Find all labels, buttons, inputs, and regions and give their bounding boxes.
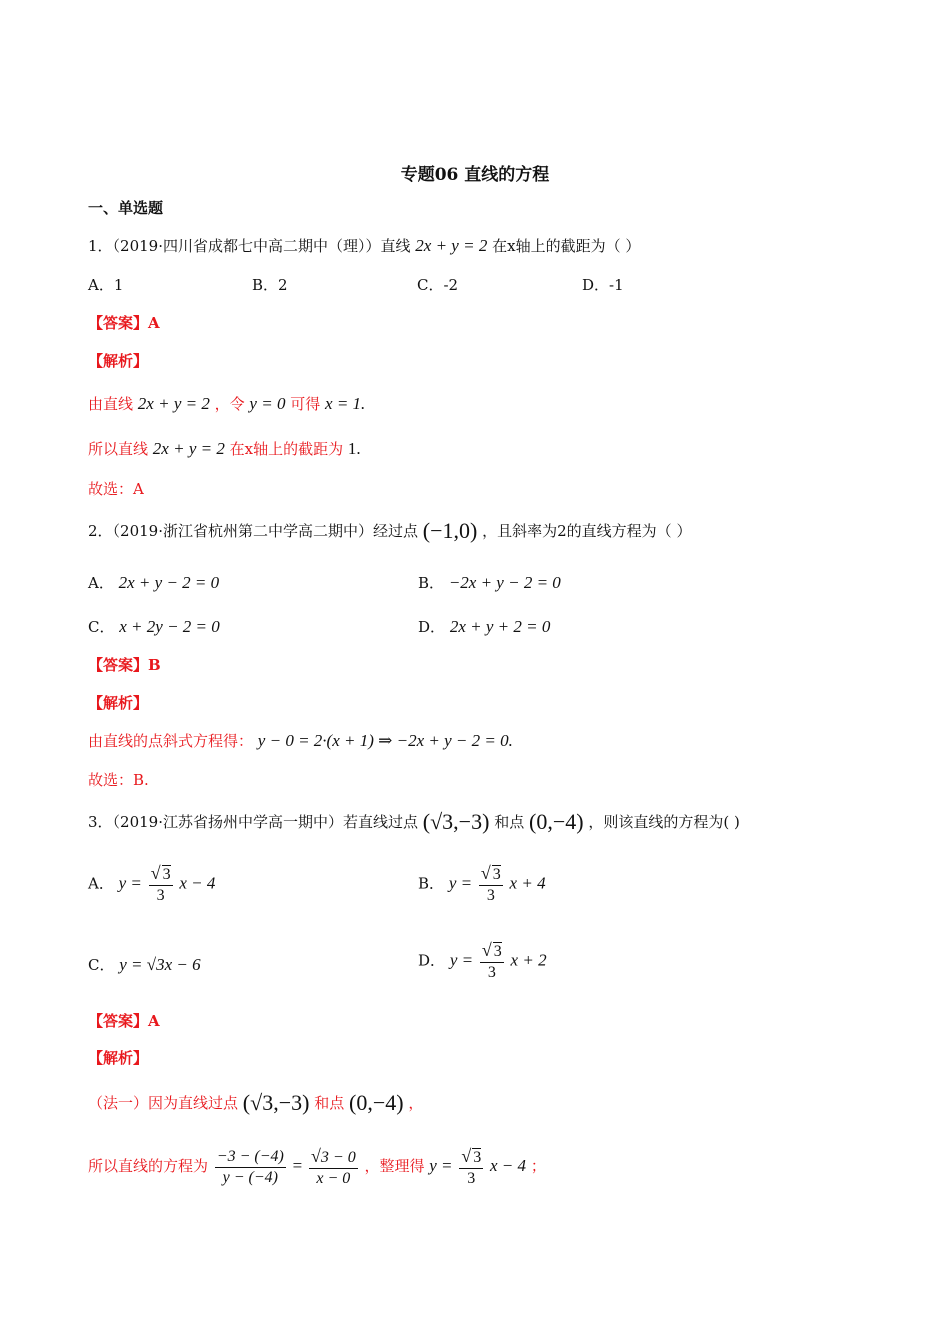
q3-sol2-end: ； bbox=[530, 1157, 546, 1175]
q3-sol2-mid: ，整理得 bbox=[364, 1157, 425, 1175]
q3-option-b-lhs: y = bbox=[448, 873, 473, 893]
q3-sol2-res-lhs: y = bbox=[429, 1156, 453, 1175]
q2-stem-point: (−1,0) bbox=[422, 518, 478, 543]
q2-option-a-label: A． bbox=[88, 574, 114, 592]
q3-option-a-rest: x − 4 bbox=[179, 873, 216, 893]
q2-option-c-math: x + 2y − 2 = 0 bbox=[119, 617, 220, 636]
q3-option-d-label: D． bbox=[418, 951, 446, 970]
q3-option-a-lhs: y = bbox=[118, 873, 142, 893]
q1-stem-math: 2x + y = 2 bbox=[415, 236, 488, 255]
q1-sol1-prefix: 由直线 bbox=[88, 395, 134, 413]
q3-sol2-result-fraction: $\frac{√ 3}{3}$ bbox=[461, 1145, 482, 1187]
question-3-stem bbox=[88, 811, 740, 833]
q2-option-c-label: C． bbox=[88, 618, 115, 636]
page-title: 专题06 直线的方程 bbox=[400, 165, 550, 185]
q3-option-d bbox=[418, 940, 547, 983]
q3-option-c-math: y = √3x − 6 bbox=[119, 955, 201, 974]
q3-option-b bbox=[418, 863, 546, 906]
q1-choose: 故选：A bbox=[88, 480, 144, 498]
q3-sol2-prefix: 所以直线的方程为 bbox=[88, 1157, 209, 1175]
q3-sol2-f1-num: −3 − (−4) bbox=[215, 1147, 286, 1168]
q3-sol2-res-num: 3 bbox=[473, 1148, 482, 1166]
q3-option-a-fraction: $\frac{√ 3}{3}$ bbox=[150, 863, 171, 904]
q2-stem-prefix: 2．（2019·浙江省杭州第二中学高二期中）经过点 bbox=[88, 522, 418, 540]
q3-sol1-prefix: （法一）因为直线过点 bbox=[88, 1094, 239, 1112]
question-1-stem bbox=[88, 235, 640, 257]
q1-answer: 【答案】A bbox=[88, 314, 160, 332]
q1-sol1-mid: ，令 bbox=[214, 395, 245, 413]
q3-option-d-lhs: y = bbox=[449, 950, 474, 970]
q3-stem-point1: (√3,−3) bbox=[422, 809, 490, 834]
q2-sol-math: y − 0 = 2·(x + 1) ⇒ −2x + y − 2 = 0. bbox=[257, 731, 513, 750]
q3-option-b-den: 3 bbox=[486, 887, 495, 904]
q3-sol1-suffix: ， bbox=[408, 1094, 424, 1112]
q1-option-a: A．1 bbox=[88, 276, 124, 294]
q1-stem-suffix: 在x轴上的截距为（ ） bbox=[492, 237, 641, 255]
q2-option-d-label: D． bbox=[418, 618, 446, 636]
q3-sol1-point1: (√3,−3) bbox=[242, 1090, 310, 1115]
q3-option-d-rest: x + 2 bbox=[510, 950, 547, 970]
q3-option-a-label: A． bbox=[88, 874, 114, 893]
q3-option-b-rest: x + 4 bbox=[509, 873, 546, 893]
q3-sol2-f2-den: x − 0 bbox=[316, 1169, 351, 1187]
q3-stem-point2: (0,−4) bbox=[529, 809, 584, 834]
q1-sol1-math2: y = 0 bbox=[249, 394, 286, 413]
q3-solution-line-2 bbox=[88, 1142, 546, 1190]
q3-stem-prefix: 3．（2019·江苏省扬州中学高一期中）若直线过点 bbox=[88, 813, 418, 831]
q1-sol2-math2: 1. bbox=[347, 439, 361, 458]
q3-sol2-res-rest: x − 4 bbox=[490, 1156, 527, 1175]
q2-option-b-math: −2x + y − 2 = 0 bbox=[448, 573, 561, 592]
q3-stem-mid: 和点 bbox=[494, 813, 525, 831]
q3-option-b-num: 3 bbox=[492, 866, 501, 883]
q3-option-c-label: C． bbox=[88, 956, 115, 974]
q2-option-b bbox=[418, 571, 561, 595]
q1-solution-line-2 bbox=[88, 438, 361, 460]
q1-solution-line-1 bbox=[88, 393, 365, 415]
q3-option-c bbox=[88, 953, 201, 977]
q3-option-a-den: 3 bbox=[156, 887, 165, 904]
q2-option-b-label: B． bbox=[418, 574, 445, 592]
q3-sol2-f1-den: y − (−4) bbox=[222, 1168, 278, 1186]
q2-option-a bbox=[88, 571, 219, 595]
q2-stem-suffix: ，且斜率为2的直线方程为（ ） bbox=[482, 522, 692, 540]
q2-solution-line bbox=[88, 730, 513, 752]
q1-sol1-math3: x = 1. bbox=[325, 394, 366, 413]
q2-option-c bbox=[88, 615, 220, 639]
q1-option-b: B．2 bbox=[252, 276, 288, 294]
q2-answer: 【答案】B bbox=[88, 656, 161, 674]
q2-sol-prefix: 由直线的点斜式方程得： bbox=[88, 732, 254, 750]
q3-sol2-fraction-1 bbox=[215, 1147, 286, 1188]
q1-option-d: D．-1 bbox=[582, 276, 624, 294]
q2-option-d bbox=[418, 615, 550, 639]
q3-stem-suffix: ，则该直线的方程为( ) bbox=[588, 813, 740, 831]
q3-option-a bbox=[88, 863, 215, 906]
q3-sol2-fraction-2: $\frac{√3 - 0}{x - 0}$ bbox=[311, 1145, 356, 1187]
q3-sol1-mid: 和点 bbox=[314, 1094, 345, 1112]
q3-sol2-res-den: 3 bbox=[467, 1169, 476, 1187]
q3-option-d-fraction: $\frac{√ 3}{3}$ bbox=[481, 940, 502, 981]
q1-sol2-math1: 2x + y = 2 bbox=[152, 439, 225, 458]
q3-answer: 【答案】A bbox=[88, 1012, 160, 1030]
q3-option-b-fraction: $\frac{√ 3}{3}$ bbox=[480, 863, 501, 904]
q3-sol2-eq: = bbox=[292, 1156, 303, 1175]
q2-analysis-label: 【解析】 bbox=[88, 694, 149, 712]
q3-analysis-label: 【解析】 bbox=[88, 1049, 149, 1067]
q3-option-d-num: 3 bbox=[493, 943, 502, 960]
q1-sol1-math1: 2x + y = 2 bbox=[137, 394, 210, 413]
q1-sol2-mid: 在x轴上的截距为 bbox=[229, 440, 344, 458]
q1-stem-prefix: 1．（2019·四川省成都七中高二期中（理））直线 bbox=[88, 237, 411, 255]
q2-option-a-math: 2x + y − 2 = 0 bbox=[118, 573, 220, 592]
q1-analysis-label: 【解析】 bbox=[88, 352, 149, 370]
section-heading: 一、单选题 bbox=[88, 199, 164, 217]
q1-sol2-prefix: 所以直线 bbox=[88, 440, 149, 458]
question-2-stem bbox=[88, 520, 691, 542]
q3-sol2-f2-num: 3 − 0 bbox=[320, 1148, 356, 1166]
q3-option-a-num: 3 bbox=[162, 866, 171, 883]
q2-choose: 故选：B. bbox=[88, 771, 149, 789]
q3-sol1-point2: (0,−4) bbox=[349, 1090, 404, 1115]
q3-solution-line-1 bbox=[88, 1092, 423, 1114]
q1-option-c: C．-2 bbox=[417, 276, 459, 294]
q3-option-d-den: 3 bbox=[487, 964, 496, 981]
q2-option-d-math: 2x + y + 2 = 0 bbox=[449, 617, 551, 636]
q3-option-b-label: B． bbox=[418, 874, 445, 893]
q1-sol1-mid2: 可得 bbox=[290, 395, 321, 413]
